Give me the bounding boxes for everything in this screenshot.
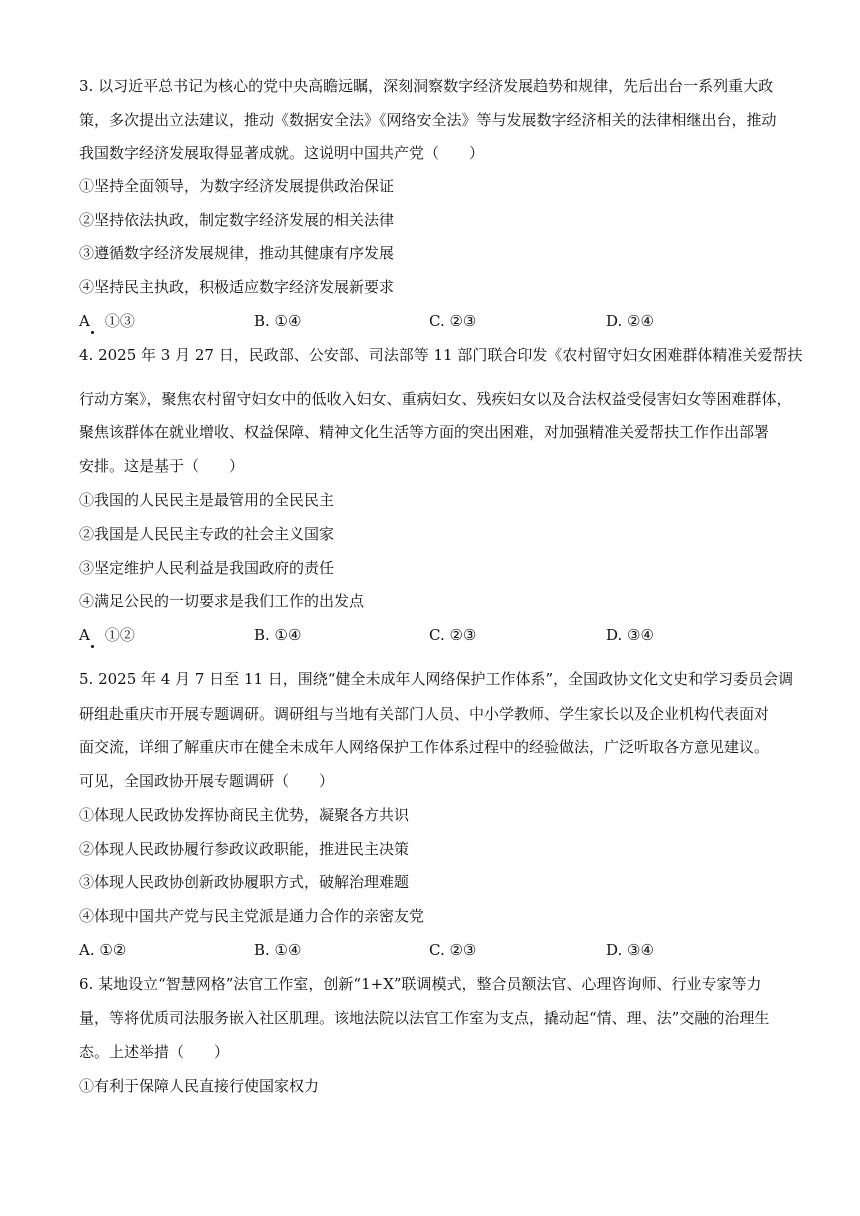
question-3-options: [79, 311, 789, 331]
question-5-stem-line-3: 面交流，详细了解重庆市在健全未成年人网络保护工作体系过程中的经验做法，广泛听取各方意见建议。: [79, 738, 770, 756]
question-4-statement-2: ②我国是人民民主专政的社会主义国家: [79, 525, 335, 543]
question-5-stem-line-4: 可见，全国政协开展专题调研（ ）: [79, 772, 335, 790]
question-5-options: [79, 940, 789, 960]
option-a: A. ①②: [79, 941, 127, 959]
option-a-dot: [91, 331, 94, 334]
question-3-statement-4: ④坚持民主执政，积极适应数字经济发展新要求: [79, 278, 395, 296]
option-c: C. ②③: [429, 312, 477, 330]
question-4-stem-line-4: 安排。这是基于（ ）: [79, 457, 245, 475]
question-4-statement-1: ①我国的人民民主是最管用的全民民主: [79, 491, 335, 509]
option-c: C. ②③: [429, 941, 477, 959]
question-3-stem-line-1: 3. 以习近平总书记为核心的党中央高瞻远瞩，深刻洞察数字经济发展趋势和规律，先后出台一系列重大政: [79, 77, 774, 95]
option-b: B. ①④: [254, 312, 302, 330]
option-d: D. ③④: [606, 941, 654, 959]
option-a-dot: [91, 645, 94, 648]
question-6-stem-line-1: 6. 某地设立“智慧网格”法官工作室，创新“1+X”联调模式，整合员额法官、心理咨询师、行业专家等力: [79, 975, 762, 993]
option-c: C. ②③: [429, 626, 477, 644]
question-4-statement-3: ③坚定维护人民利益是我国政府的责任: [79, 559, 335, 577]
question-4-stem-line-2: 行动方案》，聚焦农村留守妇女中的低收入妇女、重病妇女、残疾妇女以及合法权益受侵害妇女等困难群体，: [79, 390, 792, 408]
question-3-stem-line-2: 策，多次提出立法建议，推动《数据安全法》《网络安全法》等与发展数字经济相关的法律相继出台，推动: [79, 111, 777, 129]
question-3-statement-3: ③遵循数字经济发展规律，推动其健康有序发展: [79, 244, 395, 262]
question-5-statement-4: ④体现中国共产党与民主党派是通力合作的亲密友党: [79, 907, 425, 925]
question-3-statement-1: ①坚持全面领导，为数字经济发展提供政治保证: [79, 177, 395, 195]
question-5-stem-line-1: 5. 2025 年 4 月 7 日至 11 日，围绕“健全未成年人网络保护工作体系”，全国政协文化文史和学习委员会调: [79, 670, 794, 688]
question-6-statement-1: ①有利于保障人民直接行使国家权力: [79, 1077, 320, 1095]
question-4-statement-4: ④满足公民的一切要求是我们工作的出发点: [79, 592, 365, 610]
question-5-stem-line-2: 研组赴重庆市开展专题调研。调研组与当地有关部门人员、中小学教师、学生家长以及企业机构代表面对: [79, 705, 770, 723]
question-4-stem-line-3: 聚焦该群体在就业增收、权益保障、精神文化生活等方面的突出困难，对加强精准关爱帮扶工作作出部署: [79, 423, 770, 441]
question-5-statement-3: ③体现人民政协创新政协履职方式，破解治理难题: [79, 873, 410, 891]
option-a: A ①②: [79, 626, 135, 644]
question-6-stem-line-3: 态。上述举措（ ）: [79, 1043, 230, 1061]
option-d: D. ③④: [606, 626, 654, 644]
question-5-statement-2: ②体现人民政协履行参政议政职能，推进民主决策: [79, 840, 410, 858]
question-4-options: [79, 625, 789, 645]
question-3-stem-line-3: 我国数字经济发展取得显著成就。这说明中国共产党（ ）: [79, 144, 485, 162]
question-6-stem-line-2: 量，等将优质司法服务嵌入社区肌理。该地法院以法官工作室为支点，撬动起“情、理、法”交融的治理生: [79, 1009, 770, 1027]
option-a: A ①③: [79, 312, 135, 330]
option-b: B. ①④: [254, 941, 302, 959]
option-d: D. ②④: [606, 312, 654, 330]
question-5-statement-1: ①体现人民政协发挥协商民主优势，凝聚各方共识: [79, 806, 410, 824]
option-b: B. ①④: [254, 626, 302, 644]
question-3-statement-2: ②坚持依法执政，制定数字经济发展的相关法律: [79, 211, 395, 229]
question-4-stem-line-1: 4. 2025 年 3 月 27 日，民政部、公安部、司法部等 11 部门联合印发《农村留守妇女困难群体精准关爱帮扶: [79, 346, 803, 364]
